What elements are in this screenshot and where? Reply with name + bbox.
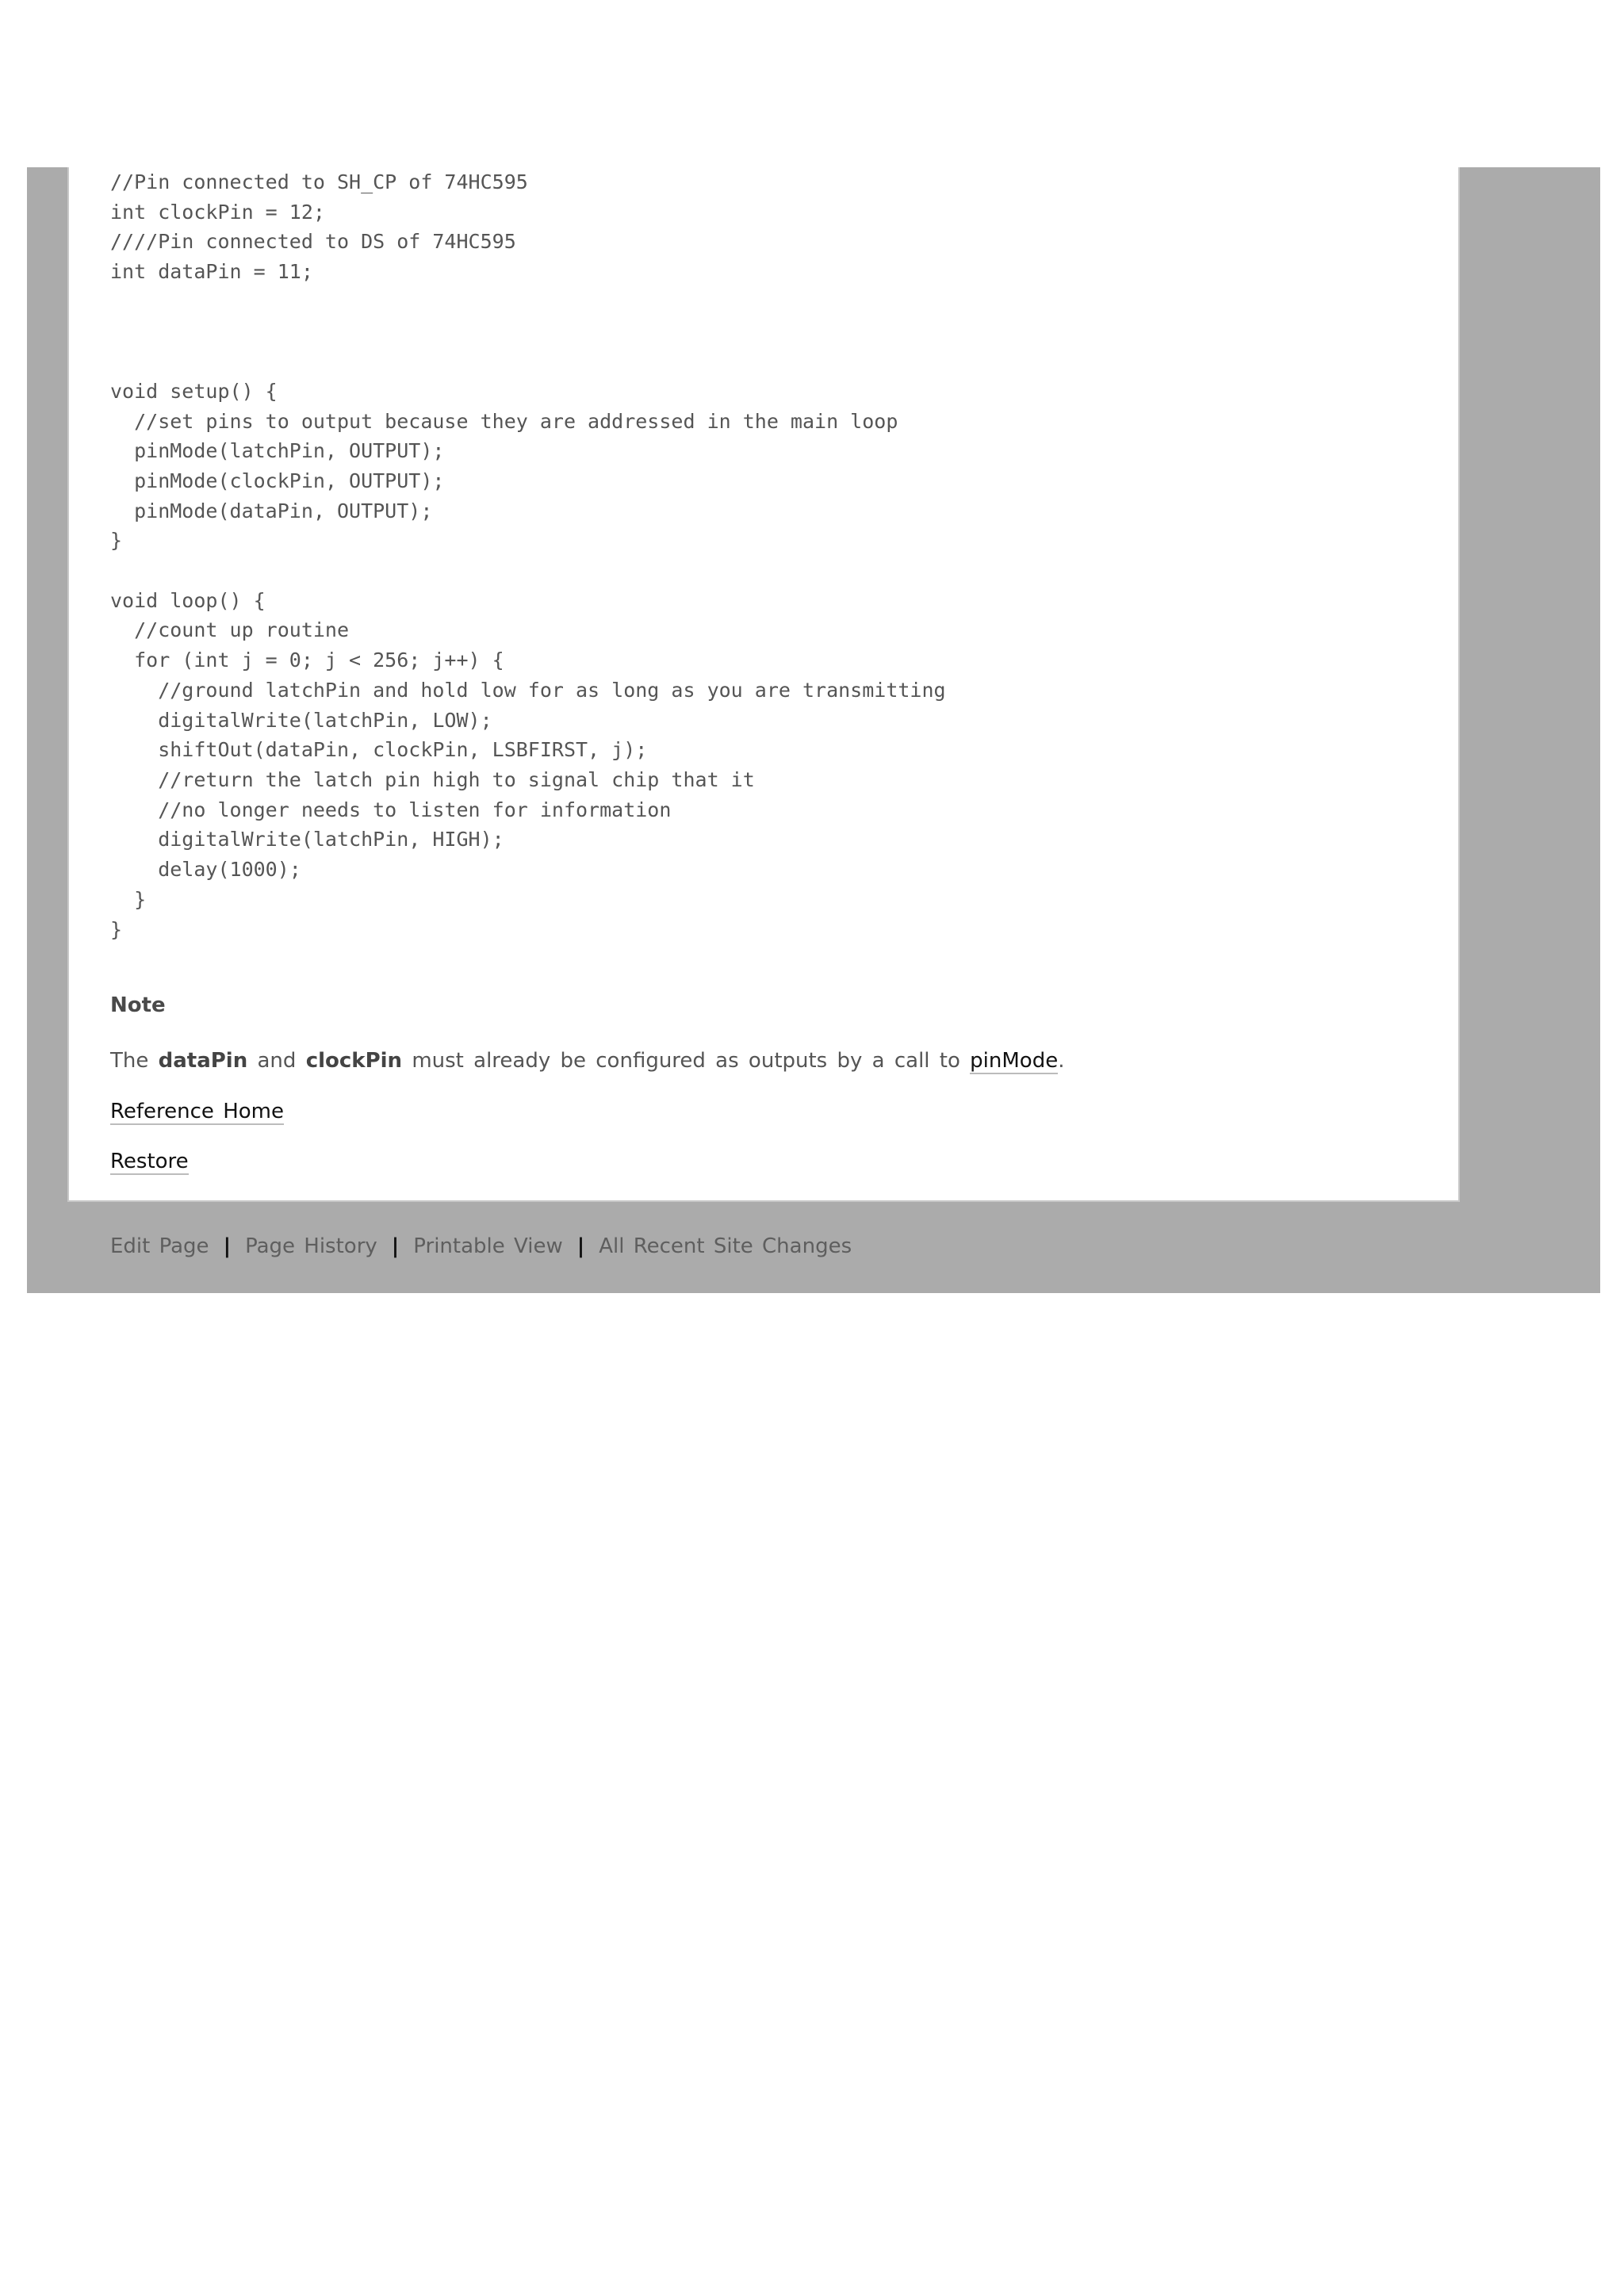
printable-view-link[interactable]: Printable View xyxy=(413,1234,563,1258)
footer-separator: | xyxy=(576,1234,585,1258)
note-text-4: . xyxy=(1058,1049,1065,1073)
code-block xyxy=(110,167,946,944)
pinmode-link[interactable]: pinMode xyxy=(970,1049,1059,1073)
code-line: int dataPin = 11; xyxy=(110,260,313,284)
code-line: ////Pin connected to DS of 74HC595 xyxy=(110,230,516,254)
note-paragraph xyxy=(110,1049,1064,1073)
code-line: pinMode(clockPin, OUTPUT); xyxy=(110,469,445,492)
code-line: //Pin connected to SH_CP of 74HC595 xyxy=(110,170,528,193)
footer-separator: | xyxy=(391,1234,400,1258)
footer-separator: | xyxy=(223,1234,232,1258)
code-line: //return the latch pin high to signal chip that it xyxy=(110,768,755,791)
code-line: shiftOut(dataPin, clockPin, LSBFIRST, j); xyxy=(110,738,648,762)
code-line: for (int j = 0; j < 256; j++) { xyxy=(110,649,504,672)
note-text-2: and xyxy=(247,1049,306,1073)
reference-home-paragraph xyxy=(110,1100,284,1123)
code-line: //count up routine xyxy=(110,618,350,642)
code-line: } xyxy=(110,887,147,911)
code-line: pinMode(latchPin, OUTPUT); xyxy=(110,439,445,463)
content-panel xyxy=(67,167,1460,1202)
page-history-link[interactable]: Page History xyxy=(245,1234,377,1258)
reference-home-link[interactable]: Reference Home xyxy=(110,1100,284,1123)
code-line xyxy=(110,317,946,347)
restore-link[interactable]: Restore xyxy=(110,1150,189,1173)
code-line xyxy=(110,287,946,317)
note-heading: Note xyxy=(110,993,166,1017)
code-line: //no longer needs to listen for information xyxy=(110,798,672,821)
recent-site-changes-link[interactable]: All Recent Site Changes xyxy=(599,1234,852,1258)
edit-page-link[interactable]: Edit Page xyxy=(110,1234,209,1258)
restore-paragraph xyxy=(110,1150,189,1173)
code-line: } xyxy=(110,917,123,941)
code-line xyxy=(110,556,946,586)
note-bold-datapin: dataPin xyxy=(158,1049,248,1073)
code-line: delay(1000); xyxy=(110,858,301,882)
code-line: digitalWrite(latchPin, LOW); xyxy=(110,708,492,732)
code-line: int clockPin = 12; xyxy=(110,200,325,224)
note-bold-clockpin: clockPin xyxy=(305,1049,403,1073)
code-line: void setup() { xyxy=(110,379,278,403)
code-line xyxy=(110,346,946,377)
code-line: digitalWrite(latchPin, HIGH); xyxy=(110,828,504,851)
code-line: void loop() { xyxy=(110,588,266,612)
code-line: } xyxy=(110,529,123,553)
note-text-1: The xyxy=(110,1049,159,1073)
code-line: //ground latchPin and hold low for as long as you are transmitting xyxy=(110,678,946,702)
footer-nav xyxy=(110,1234,852,1258)
note-text-3: must already be configured as outputs by a call to xyxy=(402,1049,971,1073)
code-line: //set pins to output because they are addressed in the main loop xyxy=(110,409,898,433)
code-line: pinMode(dataPin, OUTPUT); xyxy=(110,499,433,522)
